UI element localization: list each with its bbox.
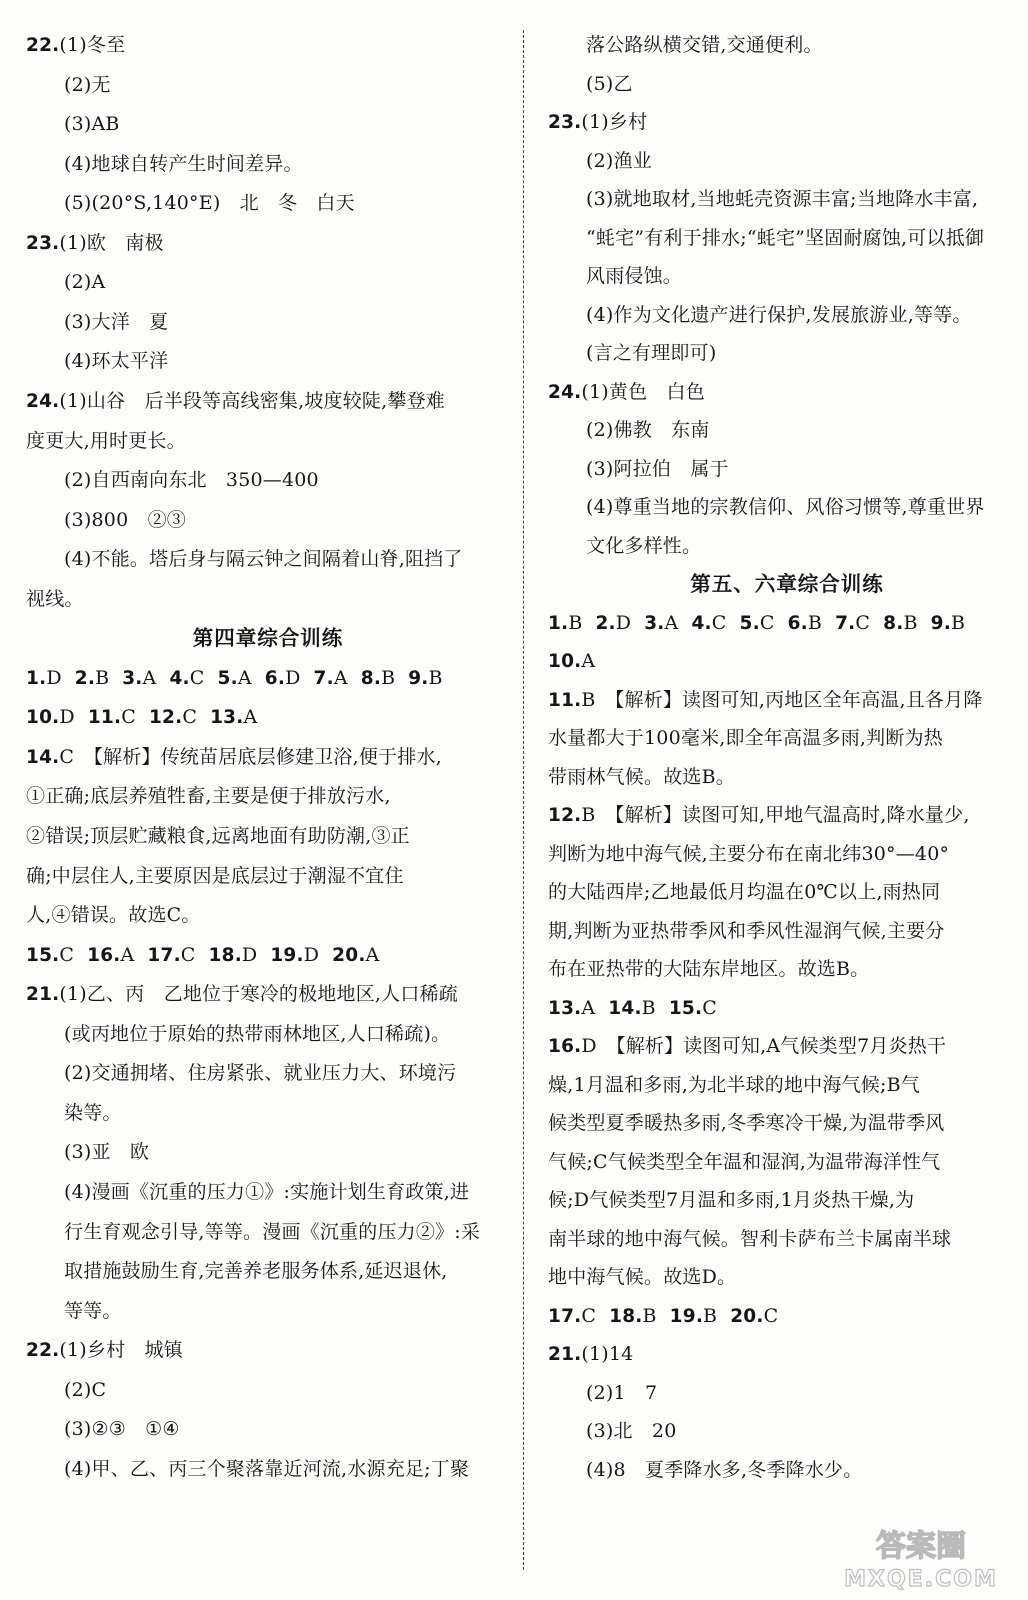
answer-line: (2)无 <box>64 73 111 96</box>
choice-answers-row <box>548 1305 1026 1328</box>
answer-text: (1)乡村 <box>581 111 648 133</box>
choice-number: 4. <box>691 612 712 634</box>
question-number: 24. <box>26 390 60 412</box>
choice-number: 20. <box>730 1305 764 1327</box>
answer-line: (3)800 ②③ <box>64 508 186 531</box>
choice-number: 15. <box>668 997 703 1019</box>
answer-line: (3)AB <box>64 113 120 136</box>
watermark-logo <box>826 1524 1016 1592</box>
question-number: 12. <box>548 805 582 826</box>
choice-answer: B <box>381 666 396 689</box>
question-line <box>26 746 510 769</box>
answer-text: (1)乡村 城镇 <box>59 1339 183 1362</box>
choice-answer: A <box>581 650 596 672</box>
answer-line: (2)渔业 <box>586 149 652 172</box>
answer-line: (2)C <box>64 1378 107 1401</box>
answer-line: (2)1 7 <box>586 1381 658 1404</box>
answer-line: (4)甲、乙、丙三个聚落靠近河流,水源充足;丁聚 <box>64 1457 470 1480</box>
answer-line: (5)乙 <box>586 72 633 95</box>
choice-number: 7. <box>313 667 334 689</box>
choice-answer: A <box>664 611 679 634</box>
choice-number: 5. <box>739 612 760 634</box>
choice-answers-row <box>26 667 510 690</box>
choice-answer: C <box>121 706 136 729</box>
choice-answer: D <box>241 943 258 966</box>
answer-text: (1)欧 南极 <box>59 231 164 254</box>
choice-number: 6. <box>787 612 808 634</box>
answer-line: (3)阿拉伯 属于 <box>586 457 729 480</box>
continuation-line: 燥,1月温和多雨,为北半球的地中海气候;B气 <box>548 1073 920 1096</box>
choice-answer: C <box>855 611 871 634</box>
choice-number: 3. <box>122 667 143 689</box>
choice-answer: A <box>243 706 258 729</box>
choice-number: 3. <box>644 612 665 634</box>
choice-answer: A <box>365 943 380 966</box>
answer-text: (1)14 <box>581 1343 634 1365</box>
choice-answer: C <box>182 706 198 729</box>
answer-line: (2)交通拥堵、住房紧张、就业压力大、环境污 <box>64 1062 457 1085</box>
continuation-line: ②错误;顶层贮藏粮食,远离地面有助防潮,③正 <box>26 825 410 847</box>
choice-number: 8. <box>360 667 382 689</box>
watermark-title: 答案圈 <box>876 1529 966 1564</box>
answer-text: (1)冬至 <box>59 34 126 56</box>
continuation-line: 期,判断为亚热带季风和季风性湿润气候,主要分 <box>548 919 945 942</box>
question-line <box>26 1339 510 1362</box>
question-line <box>26 232 510 255</box>
answer-text: (1)乙、丙 乙地位于寒冷的极地地区,人口稀疏 <box>59 983 458 1006</box>
choice-answer: D <box>59 706 75 729</box>
choice-answer: B <box>428 666 443 689</box>
question-number: 22. <box>26 35 60 56</box>
answer-text: C 【解析】传统苗居底层修建卫浴,便于排水, <box>59 745 442 768</box>
choice-number: 7. <box>835 612 856 634</box>
choice-number: 5. <box>217 667 238 689</box>
section-heading: 第四章综合训练 <box>192 626 344 651</box>
choice-answer: B <box>95 666 110 689</box>
question-number: 16. <box>548 1036 582 1057</box>
question-number: 22. <box>26 1340 60 1362</box>
choice-answer: B <box>641 996 656 1019</box>
continuation-line: 人,④错误。故选C。 <box>26 904 201 927</box>
choice-number: 19. <box>270 944 304 966</box>
choice-answer: A <box>333 666 348 689</box>
choice-answer: C <box>189 666 205 689</box>
choice-number: 6. <box>264 667 286 689</box>
choice-number: 17. <box>548 1305 582 1327</box>
answer-line: (3)大洋 夏 <box>64 310 169 333</box>
watermark-url: MXQE.COM <box>844 1567 998 1592</box>
choice-number: 11. <box>87 707 122 729</box>
answer-line: 等等。 <box>64 1299 122 1322</box>
choice-answer: D <box>46 666 62 689</box>
choice-number: 15. <box>26 944 60 966</box>
continuation-line: 视线。 <box>26 587 84 610</box>
choice-number: 13. <box>548 997 582 1019</box>
answer-line: (4)漫画《沉重的压力①》:实施计划生育政策,进 <box>64 1180 470 1203</box>
question-number: 23. <box>26 232 60 254</box>
answer-line: (4)8 夏季降水多,冬季降水少。 <box>586 1458 863 1481</box>
answer-line: (2)佛教 东南 <box>586 419 710 441</box>
choice-number: 13. <box>210 707 244 729</box>
answer-line: 落公路纵横交错,交通便利。 <box>586 34 823 56</box>
question-line <box>548 1343 1026 1366</box>
choice-answer: D <box>615 611 632 634</box>
continuation-line: 带雨林气候。故选B。 <box>548 765 735 788</box>
answer-line: (2)自西南向东北 350—400 <box>64 469 319 492</box>
choice-answers-row <box>548 650 1026 673</box>
choice-answers-row <box>26 944 510 967</box>
answer-text: D 【解析】读图可知,A气候类型7月炎热干 <box>581 1035 947 1057</box>
question-line <box>548 111 1026 134</box>
answer-text: B 【解析】读图可知,甲地气温高时,降水量少, <box>581 804 970 826</box>
question-number: 11. <box>548 689 582 711</box>
question-number: 24. <box>548 381 582 403</box>
choice-answer: D <box>303 943 320 966</box>
answer-line: (4)不能。塔后身与隔云钟之间隔着山脊,阻挡了 <box>64 548 463 571</box>
continuation-line: 气候;C气候类型全年温和湿润,为温带海洋性气 <box>548 1150 941 1173</box>
choice-answer: B <box>642 1304 657 1327</box>
choice-number: 12. <box>148 707 183 729</box>
continuation-line: 确;中层住人,主要原因是底层过于潮湿不宜住 <box>26 864 404 887</box>
continuation-line: 判断为地中海气候,主要分布在南北纬30°—40° <box>548 842 950 865</box>
choice-answer: C <box>581 1304 597 1327</box>
choice-answer: C <box>711 611 727 634</box>
continuation-line: 的大陆西岸;乙地最低月均温在0℃以上,雨热同 <box>548 881 941 903</box>
continuation-line: 地中海气候。故选D。 <box>548 1266 737 1288</box>
answer-line: (3)②③ ①④ <box>64 1418 180 1441</box>
choice-answer: C <box>763 1304 779 1327</box>
continuation-line: 度更大,用时更长。 <box>26 429 186 452</box>
answer-line: (或丙地位于原始的热带雨林地区,人口稀疏)。 <box>64 1022 451 1045</box>
answer-line: (4)地球自转产生时间差异。 <box>64 152 303 175</box>
column-divider <box>523 30 524 1570</box>
choice-answer: D <box>285 666 301 689</box>
answer-line: 取措施鼓励生育,完善养老服务体系,延迟退休, <box>64 1260 448 1283</box>
continuation-line: 候;D气候类型7月温和多雨,1月炎热干燥,为 <box>548 1189 915 1211</box>
question-number: 14. <box>26 746 60 768</box>
choice-answer: B <box>950 611 966 634</box>
continuation-line: 南半球的地中海气候。智利卡萨布兰卡属南半球 <box>548 1227 952 1250</box>
section-heading: 第五、六章综合训练 <box>690 572 884 596</box>
choice-number: 19. <box>669 1305 704 1327</box>
question-line <box>26 983 510 1006</box>
continuation-line: ①正确;底层养殖牲畜,主要是便于排放污水, <box>26 785 391 808</box>
choice-answer: B <box>903 611 918 634</box>
question-line <box>548 804 1026 827</box>
choice-answers-row <box>548 997 1026 1020</box>
answer-line: (4)尊重当地的宗教信仰、风俗习惯等,尊重世界 <box>586 496 985 518</box>
choice-number: 16. <box>87 944 121 966</box>
continuation-line: 候类型夏季暖热多雨,冬季寒冷干燥,为温带季风 <box>548 1112 945 1134</box>
choice-number: 1. <box>26 667 47 689</box>
answer-line: (4)作为文化遗产进行保护,发展旅游业,等等。 <box>586 303 972 326</box>
choice-answers-row <box>26 706 510 729</box>
question-line <box>26 34 510 57</box>
answer-line: 染等。 <box>64 1101 122 1124</box>
choice-answer: C <box>59 943 75 966</box>
choice-number: 1. <box>548 612 569 634</box>
choice-number: 18. <box>609 1305 643 1327</box>
choice-answer: C <box>759 611 775 634</box>
answer-text: B 【解析】读图可知,丙地区全年高温,且各月降 <box>581 688 983 711</box>
choice-answer: A <box>120 943 135 966</box>
choice-number: 17. <box>147 944 181 966</box>
answer-line: 风雨侵蚀。 <box>586 265 683 287</box>
choice-answer: B <box>807 611 823 634</box>
question-line <box>548 689 1026 712</box>
choice-number: 8. <box>883 612 904 634</box>
answer-line: (5)(20°S,140°E) 北 冬 白天 <box>64 192 355 215</box>
choice-number: 9. <box>930 612 951 634</box>
choice-number: 18. <box>208 944 242 966</box>
choice-number: 2. <box>595 612 616 634</box>
question-number: 21. <box>26 984 60 1006</box>
answer-text: (1)黄色 白色 <box>581 380 705 403</box>
choice-answer: C <box>180 943 196 966</box>
answer-line: (3)就地取材,当地蚝壳资源丰富;当地降水丰富, <box>586 188 979 210</box>
question-line <box>548 381 1026 404</box>
choice-answer: B <box>568 611 583 634</box>
choice-number: 20. <box>332 944 366 966</box>
question-number: 21. <box>548 1344 582 1365</box>
choice-answer: B <box>703 1304 718 1327</box>
answer-line: “蚝宅”有利于排水;“蚝宅”坚固耐腐蚀,可以抵御 <box>586 226 985 249</box>
choice-answer: A <box>142 666 157 689</box>
choice-answer: A <box>581 996 596 1019</box>
answer-line: (3)亚 欧 <box>64 1141 150 1164</box>
answer-line: 行生育观念引导,等等。漫画《沉重的压力②》:采 <box>64 1220 481 1243</box>
continuation-line: 水量都大于100毫米,即全年高温多雨,判断为热 <box>548 727 943 749</box>
answer-line: 文化多样性。 <box>586 534 702 557</box>
question-line <box>26 390 510 413</box>
choice-number: 9. <box>408 667 429 689</box>
choice-number: 10. <box>26 707 60 729</box>
continuation-line: 布在亚热带的大陆东岸地区。故选B。 <box>548 958 870 980</box>
choice-answer: C <box>702 996 717 1019</box>
answer-line: (3)北 20 <box>586 1420 677 1442</box>
question-number: 23. <box>548 112 582 133</box>
answer-line: (言之有理即可) <box>586 342 717 364</box>
answer-text: (1)山谷 后半段等高线密集,坡度较陡,攀登难 <box>59 389 445 412</box>
choice-number: 10. <box>548 651 582 672</box>
question-line <box>548 1035 1026 1058</box>
answer-line: (2)A <box>64 271 106 294</box>
answer-line: (4)环太平洋 <box>64 350 169 373</box>
choice-answer: A <box>237 666 252 689</box>
choice-number: 4. <box>169 667 190 689</box>
choice-number: 2. <box>74 667 96 689</box>
choice-answers-row <box>548 612 1026 635</box>
choice-number: 14. <box>608 997 642 1019</box>
